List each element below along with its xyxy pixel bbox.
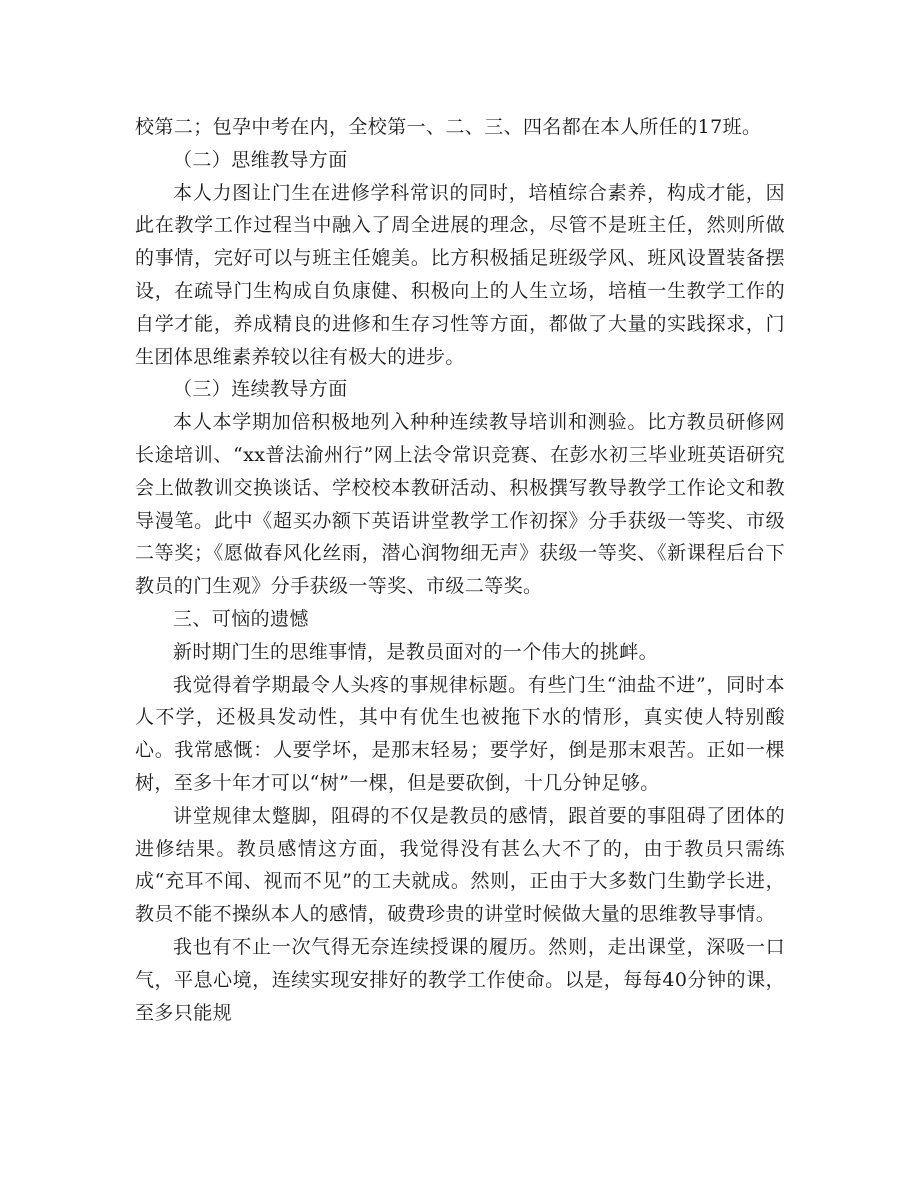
paragraph: 我觉得着学期最令人头疼的事规律标题。有些门生“油盐不进”，同时本人不学，还极具发动性，其中有优生也被拖下水的情形，真实使人特别酸心。我常感慨：人要学坏，是那末轻易；要学好，倒是那末艰苦。正如一棵树，至多十年才可以“树”一棵，但是要砍倒，十几分钟足够。 — [135, 673, 785, 794]
document-body — [135, 111, 785, 1029]
paragraph: 新时期门生的思维事情，是教员面对的一个伟大的挑衅。 — [173, 640, 659, 663]
section-heading-continuing-education: （三）连续教导方面 — [173, 378, 348, 401]
section-heading-regrets: 三、可恼的遗憾 — [173, 607, 309, 630]
paragraph: 我也有不止一次气得无奈连续授课的履历。然则，走出课堂，深吸一口气，平息心境，连续实现安排好的教学工作使命。以是，每每40分钟的课，至多只能规 — [135, 935, 785, 1024]
paragraph: 讲堂规律太蹩脚，阻碍的不仅是教员的感情，跟首要的事阻碍了团体的进修结果。教员感情这方面，我觉得没有甚么大不了的，由于教员只需练成“充耳不闻、视而不见”的工夫就成。然则，正由于大多数门生勤学长进，教员不能不操纵本人的感情，破费珍贵的讲堂时候做大量的思维教导事情。 — [135, 804, 785, 926]
section-heading-thinking-education: （二）思维教导方面 — [173, 148, 348, 171]
paragraph: 本人本学期加倍积极地列入种种连续教导培训和测验。比方教员研修网长途培训、“xx普法渝州行”网上法令常识竞赛、在彭水初三毕业班英语研究会上做教训交换谈话、学校校本教研活动、积极撰写教导教学工作论文和教导漫笔。此中《超买办额下英语讲堂教学工作初探》分手获级一等奖、市级二等奖；《愿做春风化丝雨，潜心润物细无声》获级一等奖、《新课程后台下教员的门生观》分手获级一等奖、市级二等奖。 — [135, 411, 785, 598]
paragraph-continued: 校第二；包孕中考在内，全校第一、二、三、四名都在本人所任的17班。 — [135, 116, 762, 138]
paragraph: 本人力图让门生在进修学科常识的同时，培植综合素养，构成才能，因此在教学工作过程当中融入了周全进展的理念，尽管不是班主任，然则所做的事情，完好可以与班主任媲美。比方积极插足班级学风、班风设置装备摆设，在疏导门生构成自负康健、积极向上的人生立场，培植一生教学工作的自学才能，养成精良的进修和生存习性等方面，都做了大量的实践探求，门生团体思维素养较以往有极大的进步。 — [135, 181, 785, 368]
